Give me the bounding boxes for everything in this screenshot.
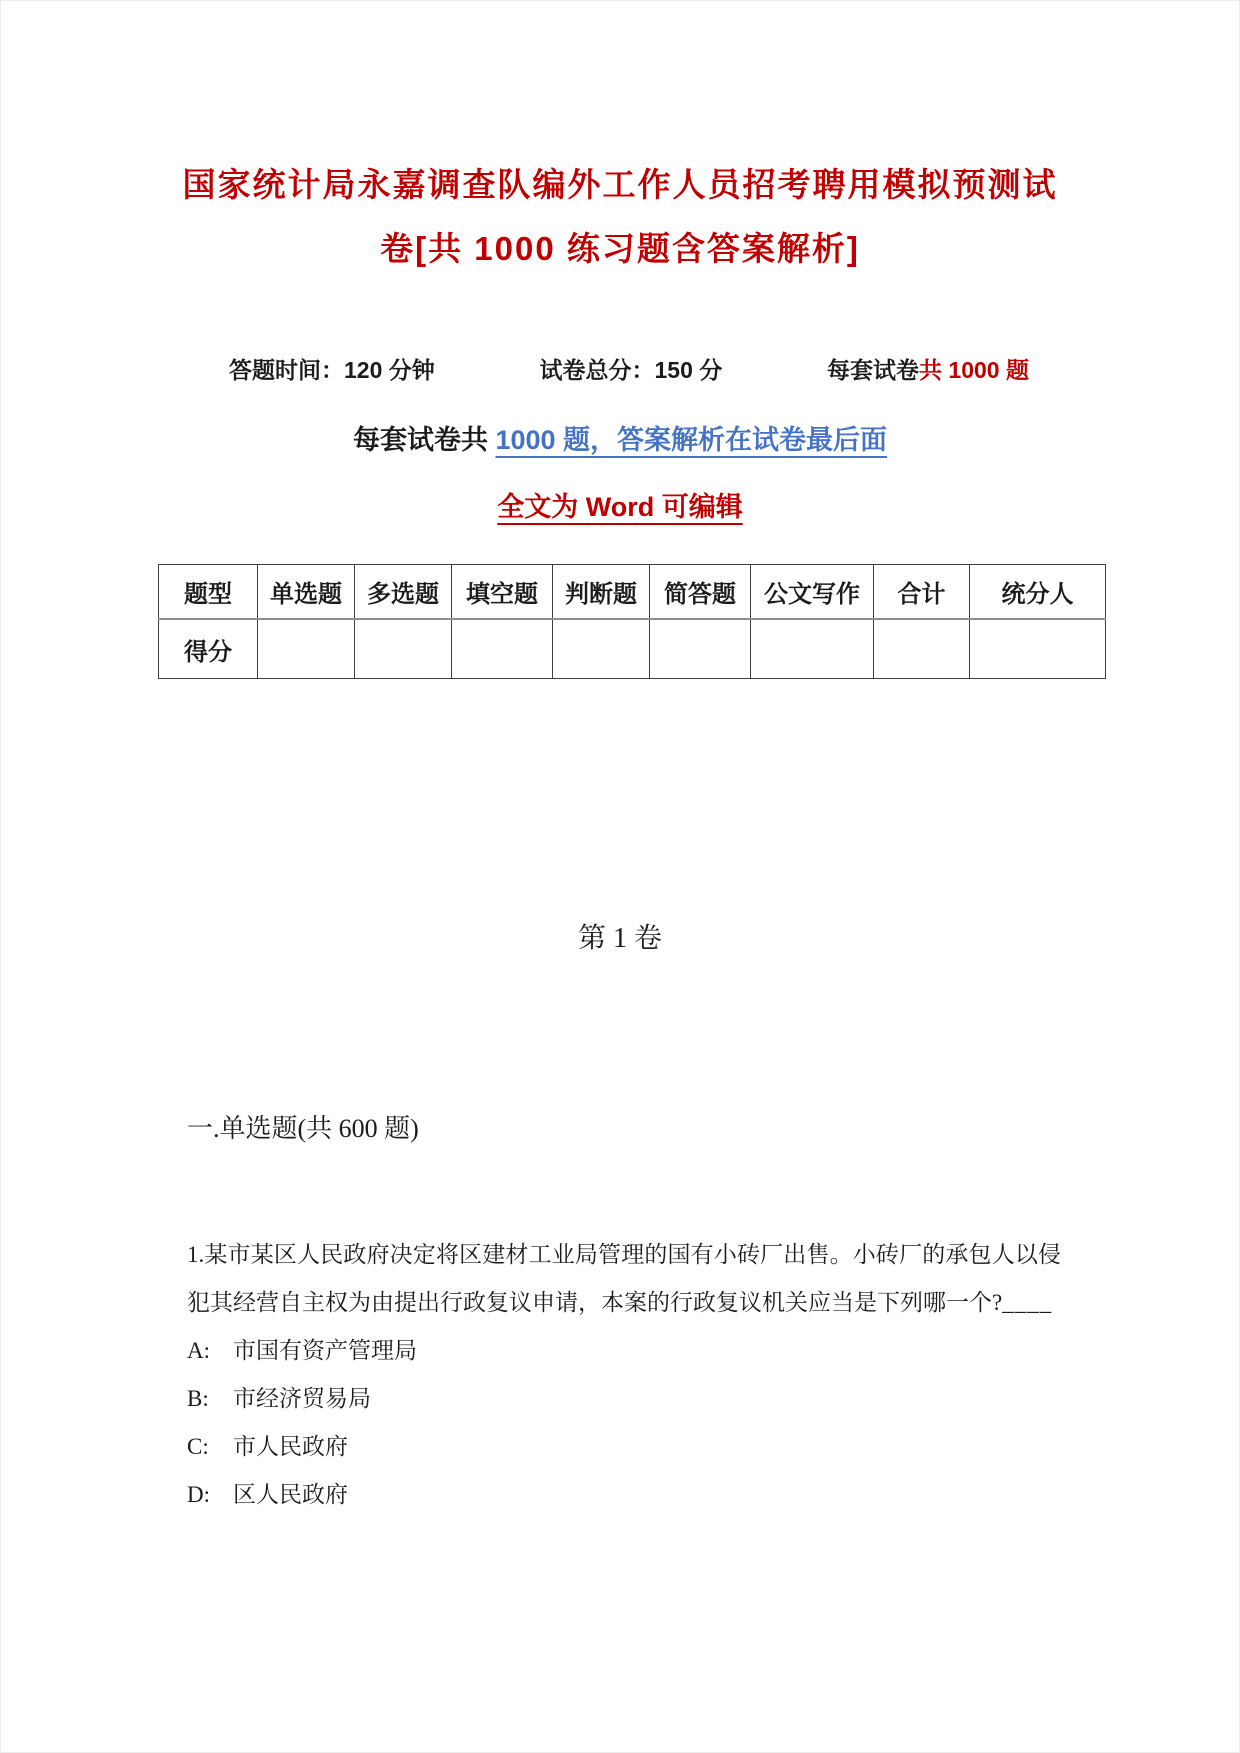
- score-table-header-cell: 填空题: [452, 565, 553, 620]
- option-d-key: D:: [187, 1482, 210, 1507]
- question-1-blank: ____: [1002, 1290, 1053, 1315]
- score-table-header-cell: 判断题: [553, 565, 650, 620]
- option-b-key: B:: [187, 1386, 209, 1411]
- meta-per-set-prefix: 每套试卷: [827, 357, 920, 383]
- option-b-text: 市经济贸易局: [233, 1386, 371, 1411]
- section-heading: 一.单选题(共 600 题): [187, 1114, 419, 1143]
- option-c: [187, 1423, 1239, 1471]
- answer-link-prefix: 每套试卷共: [352, 425, 496, 455]
- score-table-header-cell: 题型: [159, 565, 258, 620]
- score-cell-empty: [650, 619, 751, 679]
- document-title: 国家统计局永嘉调查队编外工作人员招考聘用模拟预测试卷[共 1000 练习题含答案解析]: [182, 166, 1058, 267]
- answer-link-line: [1, 420, 1239, 460]
- option-a-text: 市国有资产管理局: [233, 1338, 417, 1363]
- score-table-header-row: [159, 565, 1106, 620]
- option-b: [187, 1375, 1239, 1423]
- score-cell-empty: [970, 619, 1106, 679]
- score-row-label: 得分: [159, 619, 258, 679]
- score-table-header-cell: 统分人: [970, 565, 1106, 620]
- score-table-score-row: [159, 619, 1106, 679]
- score-table-header-cell: 合计: [874, 565, 970, 620]
- option-c-key: C:: [187, 1434, 209, 1459]
- meta-per-set: [827, 353, 1029, 387]
- score-table-header-cell: 单选题: [258, 565, 355, 620]
- option-c-text: 市人民政府: [233, 1434, 348, 1459]
- score-cell-empty: [874, 619, 970, 679]
- score-cell-empty: [355, 619, 452, 679]
- score-table-header-cell: 多选题: [355, 565, 452, 620]
- score-table-header-cell: 简答题: [650, 565, 751, 620]
- score-cell-empty: [452, 619, 553, 679]
- option-a-key: A:: [187, 1338, 210, 1363]
- score-cell-empty: [258, 619, 355, 679]
- meta-time: 答题时间：120 分钟: [229, 357, 435, 383]
- question-1-text: [187, 1231, 1061, 1327]
- option-d: [187, 1471, 1239, 1519]
- meta-per-set-count: 共 1000 题: [919, 357, 1029, 383]
- word-editable-link[interactable]: 全文为 Word 可编辑: [497, 492, 743, 522]
- exam-meta-row: [229, 353, 1029, 387]
- score-cell-empty: [553, 619, 650, 679]
- option-d-text: 区人民政府: [233, 1482, 348, 1507]
- meta-total-score: 试卷总分：150 分: [539, 357, 723, 383]
- question-1-body: 1.某市某区人民政府决定将区建材工业局管理的国有小砖厂出售。小砖厂的承包人以侵犯其经营自主权为由提出行政复议申请，本案的行政复议机关应当是下列哪一个?: [187, 1242, 1061, 1315]
- volume-heading: 第 1 卷: [577, 923, 662, 954]
- option-a: [187, 1327, 1239, 1375]
- answer-location-link[interactable]: 1000 题，答案解析在试卷最后面: [495, 425, 888, 455]
- question-1-options: [187, 1327, 1239, 1519]
- score-table-header-cell: 公文写作: [751, 565, 874, 620]
- word-editable-line: [1, 487, 1239, 527]
- score-table: [158, 564, 1106, 679]
- score-cell-empty: [751, 619, 874, 679]
